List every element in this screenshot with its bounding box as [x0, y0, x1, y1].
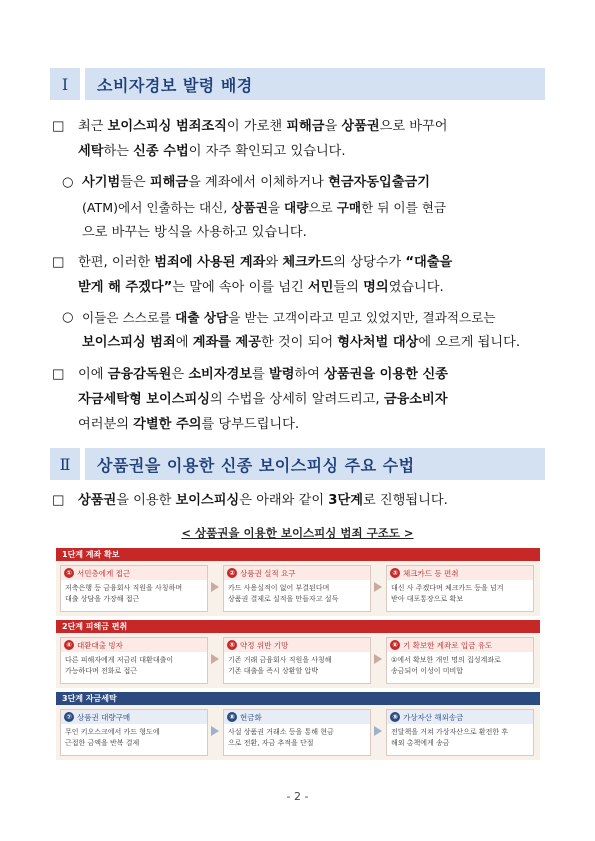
step-number-badge: ⑨: [390, 712, 400, 722]
text-run: 한편, 이러한: [78, 255, 155, 270]
step-description-line: ①에서 확보한 개인 명의 집성계좌로: [391, 656, 501, 664]
step-description-line: 상품권 결제로 실적을 만들자고 설득: [228, 595, 339, 603]
step-card: [386, 709, 534, 756]
step-description-line: 카드 사용실적이 없어 부결된다며: [228, 584, 330, 592]
text-run: 를 당부드립니다.: [201, 417, 300, 432]
bold-text: 구매: [336, 200, 362, 215]
text-run: 하여: [294, 367, 325, 382]
bold-text: 3단계: [328, 493, 363, 508]
flow-arrow-icon: [211, 654, 219, 664]
step-description-line: 받아 대포통장으로 확보: [391, 595, 464, 603]
bold-text: 계좌를 제공: [192, 335, 261, 350]
step-card-header: [224, 710, 370, 724]
step-description: [61, 580, 207, 608]
step-description-line: 다른 피해자에게 저금리 대환대출이: [65, 656, 174, 664]
bold-text: 신종 수법: [133, 144, 189, 159]
step-number-badge: ⑦: [64, 712, 74, 722]
paragraph-line: [78, 114, 547, 139]
bold-text: 상품권: [78, 493, 117, 508]
text-run: 의 상당수가: [333, 255, 406, 270]
step-card: [223, 637, 371, 684]
bullet-circle: ○: [62, 175, 74, 190]
bold-text: 대출 상담: [175, 310, 229, 325]
bold-text: 자금세탁형 보이스피싱: [78, 392, 210, 407]
step-card-header: [61, 638, 207, 652]
step-card: [60, 709, 208, 756]
bold-text: 금융소비자: [383, 392, 448, 407]
text-run: 에: [175, 335, 193, 350]
step-title: 상품권 실적 요구: [240, 568, 296, 578]
paragraph-line: [78, 139, 547, 164]
step-title: 가상자산 해외송금: [403, 712, 464, 722]
step-description: [61, 652, 207, 680]
step-title: 대환대출 빙자: [77, 640, 123, 650]
text-run: 한 뒤 이를 현금: [361, 200, 447, 215]
text-run: 에 오르게 됩니다.: [418, 335, 521, 350]
step-card: [60, 637, 208, 684]
bold-text: 상품권: [231, 200, 268, 215]
paragraph-line: [78, 275, 547, 300]
paragraph-line: [82, 220, 547, 245]
step-description: [387, 580, 533, 608]
stage-label: 3단계 자금세탁: [56, 692, 540, 705]
step-description-line: 대출 상담을 가장해 접근: [65, 595, 140, 603]
bold-text: 형사처벌 대상: [337, 335, 419, 350]
bold-text: 서민: [307, 280, 334, 295]
step-card: [223, 565, 371, 612]
step-card-header: [61, 710, 207, 724]
paragraph-4: [52, 488, 547, 513]
text-run: 은 아래와 같이: [239, 493, 329, 508]
step-description-line: 사설 상품권 거래소 등을 통해 현금: [228, 728, 334, 736]
text-run: 으로: [308, 200, 337, 215]
step-number-badge: ③: [390, 568, 400, 578]
step-description: [224, 652, 370, 680]
step-description: [224, 724, 370, 752]
section-2-title: 상품권을 이용한 신종 보이스피싱 주요 수법: [85, 448, 545, 480]
section-1-header: [50, 68, 545, 100]
step-card: [60, 565, 208, 612]
section-1-title: 소비자경보 발령 배경: [85, 68, 545, 100]
paragraph-line: [82, 195, 547, 220]
step-title: 현금화: [240, 712, 262, 722]
bold-text: 받게 해 주겠다”: [78, 280, 173, 295]
step-number-badge: ⑤: [227, 640, 237, 650]
bold-text: 대량: [284, 200, 309, 215]
text-run: 의 수법을 상세히 알려드리고,: [209, 392, 384, 407]
step-card-header: [224, 638, 370, 652]
step-card-header: [387, 566, 533, 580]
text-run: 는 말에 속아 이를 넘긴: [172, 280, 308, 295]
bold-text: 금융감독원: [107, 367, 172, 382]
text-run: 으로 바꾸어: [379, 119, 448, 134]
step-title: 체크카드 등 편취: [403, 568, 459, 578]
paragraph-line: [78, 412, 547, 437]
text-run: 여러분의: [78, 417, 134, 432]
text-run: 들은: [120, 175, 150, 190]
paragraph-line: [78, 250, 547, 275]
text-run: (ATM)에서 인출하는 대신,: [82, 200, 232, 215]
text-run: 와: [265, 255, 283, 270]
step-title: 서민층에게 접근: [77, 568, 131, 578]
stage-label: 1단계 계좌 확보: [56, 548, 540, 561]
step-description-line: 해외 총책에게 송금: [391, 739, 450, 747]
bold-text: 소비자경보: [188, 367, 253, 382]
step-description: [61, 724, 207, 752]
bold-text: 세탁: [78, 144, 104, 159]
step-number-badge: ⑧: [227, 712, 237, 722]
text-run: 하는: [103, 144, 134, 159]
bold-text: 각별한 주의: [133, 417, 202, 432]
section-2-header: [50, 448, 545, 480]
stage-label: 2단계 피해금 편취: [56, 620, 540, 633]
step-title: 기 확보한 계좌로 입금 유도: [403, 640, 493, 650]
paragraph-3: [52, 362, 547, 437]
diagram-title-text: < 상품권을 이용한 보이스피싱 범죄 구조도 >: [181, 526, 414, 540]
bold-text: 피해금: [286, 119, 325, 134]
text-run: 을 이용한: [116, 493, 176, 508]
bullet-square: □: [52, 493, 65, 508]
flow-arrow-icon: [374, 726, 382, 736]
text-run: 을 받는 고객이라고 믿고 있었지만, 결과적으로는: [228, 310, 496, 325]
text-run: 을: [267, 200, 285, 215]
paragraph-line: [78, 488, 547, 513]
step-title: 상품권 대량구매: [77, 712, 131, 722]
page-number: - 2 -: [286, 790, 309, 803]
step-description: [387, 724, 533, 752]
step-description-line: 가능하다며 전화로 접근: [65, 667, 138, 675]
text-run: 를: [252, 367, 269, 382]
paragraph-line: [78, 362, 547, 387]
flow-arrow-icon: [211, 582, 219, 592]
text-run: 이에: [78, 367, 108, 382]
step-card-header: [387, 710, 533, 724]
text-run: 이 자주 확인되고 있습니다.: [188, 144, 346, 159]
text-run: 으로 바꾸는 방식을 사용하고 있습니다.: [82, 225, 307, 240]
paragraph-2a: [62, 305, 547, 355]
text-run: 였습니다.: [388, 280, 444, 295]
step-description-line: 기존 거래 금융회사 직원을 사칭해: [228, 656, 332, 664]
step-card: [386, 637, 534, 684]
step-description-line: 전달책을 거쳐 가상자산으로 환전한 후: [391, 728, 509, 736]
paragraph-1: [52, 114, 547, 164]
bold-text: 명의: [363, 280, 389, 295]
step-number-badge: ④: [64, 640, 74, 650]
bold-text: 보이스피싱 범죄: [82, 335, 176, 350]
bold-text: 사기범: [82, 175, 121, 190]
step-description: [224, 580, 370, 608]
text-run: 로 진행됩니다.: [362, 493, 448, 508]
paragraph-1a: [62, 170, 547, 245]
bold-text: 상품권을 이용한 신종: [324, 367, 448, 382]
bullet-square: □: [52, 367, 65, 382]
step-description-line: 기존 대출을 즉시 상환할 압박: [228, 667, 319, 675]
paragraph-line: [82, 305, 547, 330]
text-run: 을 계좌에서 이체하거나: [188, 175, 329, 190]
step-number-badge: ②: [227, 568, 237, 578]
bold-text: 현금자동입출금기: [328, 175, 430, 190]
step-description-line: 무인 키오스크에서 카드 형도에: [65, 728, 160, 736]
text-run: 한 것이 되어: [261, 335, 338, 350]
step-card-header: [61, 566, 207, 580]
step-card-header: [387, 638, 533, 652]
paragraph-line: [78, 387, 547, 412]
flow-arrow-icon: [211, 726, 219, 736]
bold-text: 상품권: [341, 119, 380, 134]
text-run: 은: [171, 367, 189, 382]
text-run: 들의: [333, 280, 364, 295]
step-card-header: [224, 566, 370, 580]
bold-text: 체크카드: [282, 255, 334, 270]
step-number-badge: ①: [64, 568, 74, 578]
step-description-line: 근접한 금액을 반복 결제: [65, 739, 140, 747]
step-card: [223, 709, 371, 756]
step-description-line: 으로 전환, 자금 추적을 단절: [228, 739, 314, 747]
bold-text: 피해금: [149, 175, 189, 190]
bold-text: 보이스피싱 범죄조직: [107, 119, 227, 134]
diagram-title: [0, 525, 595, 541]
step-description-line: 송금되어 이성이 미비합: [391, 667, 464, 675]
bold-text: “대출을: [405, 255, 453, 270]
bullet-square: □: [52, 255, 65, 270]
bold-text: 범죄에 사용된 계좌: [154, 255, 266, 270]
flow-arrow-icon: [374, 582, 382, 592]
step-title: 약정 위반 기망: [240, 640, 289, 650]
bullet-square: □: [52, 119, 65, 134]
paragraph-2: [52, 250, 547, 300]
section-2-number: Ⅱ: [50, 448, 80, 480]
paragraph-line: [82, 170, 547, 195]
paragraph-line: [82, 330, 547, 355]
step-description: [387, 652, 533, 680]
text-run: 을: [324, 119, 342, 134]
text-run: 최근: [78, 119, 108, 134]
step-description-line: 대신 사 주겠다며 체크카드 등을 넘겨: [391, 584, 504, 592]
bold-text: 보이스피싱: [175, 493, 240, 508]
section-1-number: Ⅰ: [50, 68, 80, 100]
bullet-circle: ○: [62, 310, 74, 325]
text-run: 이 가로챈: [226, 119, 287, 134]
step-number-badge: ⑥: [390, 640, 400, 650]
step-card: [386, 565, 534, 612]
step-description-line: 저축은행 등 금융회사 직원을 사칭하며: [65, 584, 183, 592]
text-run: 이들은 스스로를: [82, 310, 176, 325]
flow-arrow-icon: [374, 654, 382, 664]
bold-text: 발령: [268, 367, 295, 382]
